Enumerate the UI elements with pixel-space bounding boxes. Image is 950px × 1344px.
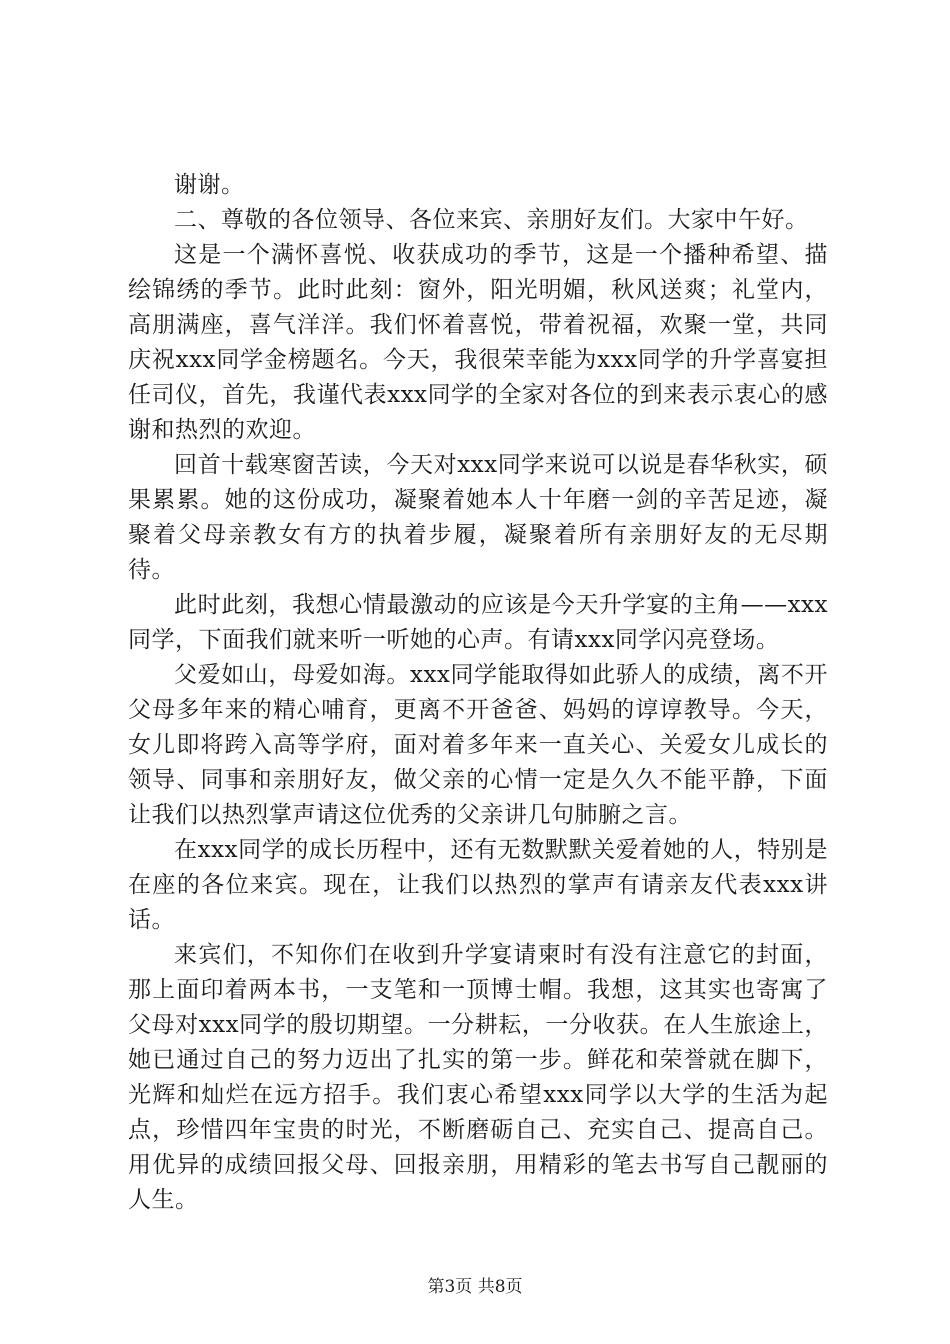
- paragraph: 父爱如山，母爱如海。xxx同学能取得如此骄人的成绩，离不开父母多年来的精心哺育，更离不开爸爸、妈妈的谆谆教导。今天，女儿即将跨入高等学府，面对着多年来一直关心、关爱女儿成长的领导、同事和亲朋好友，做父亲的心情一定是久久不能平静，下面让我们以热烈掌声请这位优秀的父亲讲几句肺腑之言。: [128, 662, 828, 828]
- paragraph: 回首十载寒窗苦读，今天对xxx同学来说可以说是春华秋实，硕果累累。她的这份成功，凝聚着她本人十年磨一剑的辛苦足迹，凝聚着父母亲教女有方的执着步履，凝聚着所有亲朋好友的无尽期待。: [128, 452, 828, 583]
- paragraph: 这是一个满怀喜悦、收获成功的季节，这是一个播种希望、描绘锦绣的季节。此时此刻：窗外，阳光明媚，秋风送爽；礼堂内，高朋满座，喜气洋洋。我们怀着喜悦，带着祝福，欢聚一堂，共同庆祝xxx同学金榜题名。今天，我很荣幸能为xxx同学的升学喜宴担任司仪，首先，我谨代表xxx同学的全家对各位的到来表示衷心的感谢和热烈的欢迎。: [128, 242, 828, 443]
- paragraph: 此时此刻，我想心情最激动的应该是今天升学宴的主角——xxx同学，下面我们就来听一听她的心声。有请xxx同学闪亮登场。: [128, 592, 828, 653]
- paragraph: 在xxx同学的成长历程中，还有无数默默关爱着她的人，特别是在座的各位来宾。现在，让我们以热烈的掌声有请亲友代表xxx讲话。: [128, 837, 828, 933]
- document-body: [128, 168, 828, 1218]
- paragraph: 来宾们，不知你们在收到升学宴请柬时有没有注意它的封面，那上面印着两本书，一支笔和一顶博士帽。我想，这其实也寄寓了父母对xxx同学的殷切期望。一分耕耘，一分收获。在人生旅途上，她已通过自己的努力迈出了扎实的第一步。鲜花和荣誉就在脚下，光辉和灿烂在远方招手。我们衷心希望xxx同学以大学的生活为起点，珍惜四年宝贵的时光，不断磨砺自己、充实自己、提高自己。用优异的成绩回报父母、回报亲朋，用精彩的笔去书写自己靓丽的人生。: [128, 942, 828, 1213]
- paragraph: 二、尊敬的各位领导、各位来宾、亲朋好友们。大家中午好。: [174, 207, 809, 233]
- page-footer: 第3页 共8页: [427, 1277, 523, 1297]
- paragraph: 谢谢。: [174, 172, 245, 198]
